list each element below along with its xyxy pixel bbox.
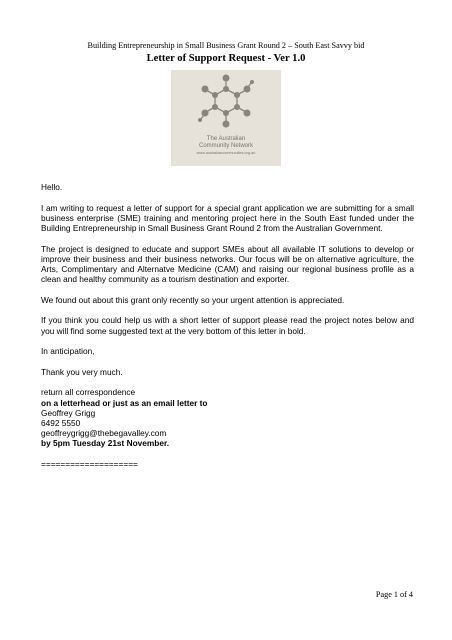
contact-name: Geoffrey Grigg <box>41 407 96 418</box>
hexagon-network-icon <box>171 70 281 136</box>
contact-block <box>41 387 414 448</box>
logo-name-line1: The Australian <box>206 136 246 142</box>
organisation-logo <box>171 70 281 166</box>
section-divider: ==================== <box>41 458 138 469</box>
contact-intro: return all correspondence <box>41 387 136 398</box>
logo-url: www.australiancommunities.org.au <box>196 151 256 155</box>
document-title: Letter of Support Request - Ver 1.0 <box>146 53 306 64</box>
paragraph-request: I am writing to request a letter of support for a special grant application we are submitting for a small business enterprise (SME) training and mentoring project here in the South East funded under the Building Entrepreneurship in Small Business Grant Round 2 from the Australian Government. <box>41 202 414 233</box>
paragraph-instructions: If you think you could help us with a short letter of support please read the project notes below and you will find some suggested text at the very bottom of this letter in bold. <box>41 315 414 336</box>
closing-thanks: Thank you very much. <box>41 366 123 377</box>
page-number: Page 1 of 4 <box>375 590 413 599</box>
contact-format-note: on a letterhead or just as an email letter to <box>41 397 208 408</box>
logo-name <box>171 136 281 150</box>
running-header: Building Entrepreneurship in Small Business Grant Round 2 – South East Savvy bid <box>87 41 365 50</box>
logo-name-line2: Community Network <box>198 143 253 149</box>
closing-anticipation: In anticipation, <box>41 346 95 357</box>
greeting: Hello. <box>41 182 63 192</box>
letter-body <box>41 182 414 469</box>
contact-phone: 6492 5550 <box>41 417 81 428</box>
contact-email[interactable]: geoffreygrigg@thebegavalley.com <box>41 428 167 439</box>
paragraph-project: The project is designed to educate and support SMEs about all available IT solutions to develop or improve their business and their business networks. Our focus will be on alternative agriculture, the Arts, Complimentary and Alternatve Medicine (CAM) and raising our regional business profile as a clean and healthy community as a tourism destination and exporter. <box>41 243 414 285</box>
contact-deadline: by 5pm Tuesday 21st November. <box>41 438 170 449</box>
paragraph-urgency: We found out about this grant only recently so your urgent attention is appreciated. <box>41 294 345 305</box>
